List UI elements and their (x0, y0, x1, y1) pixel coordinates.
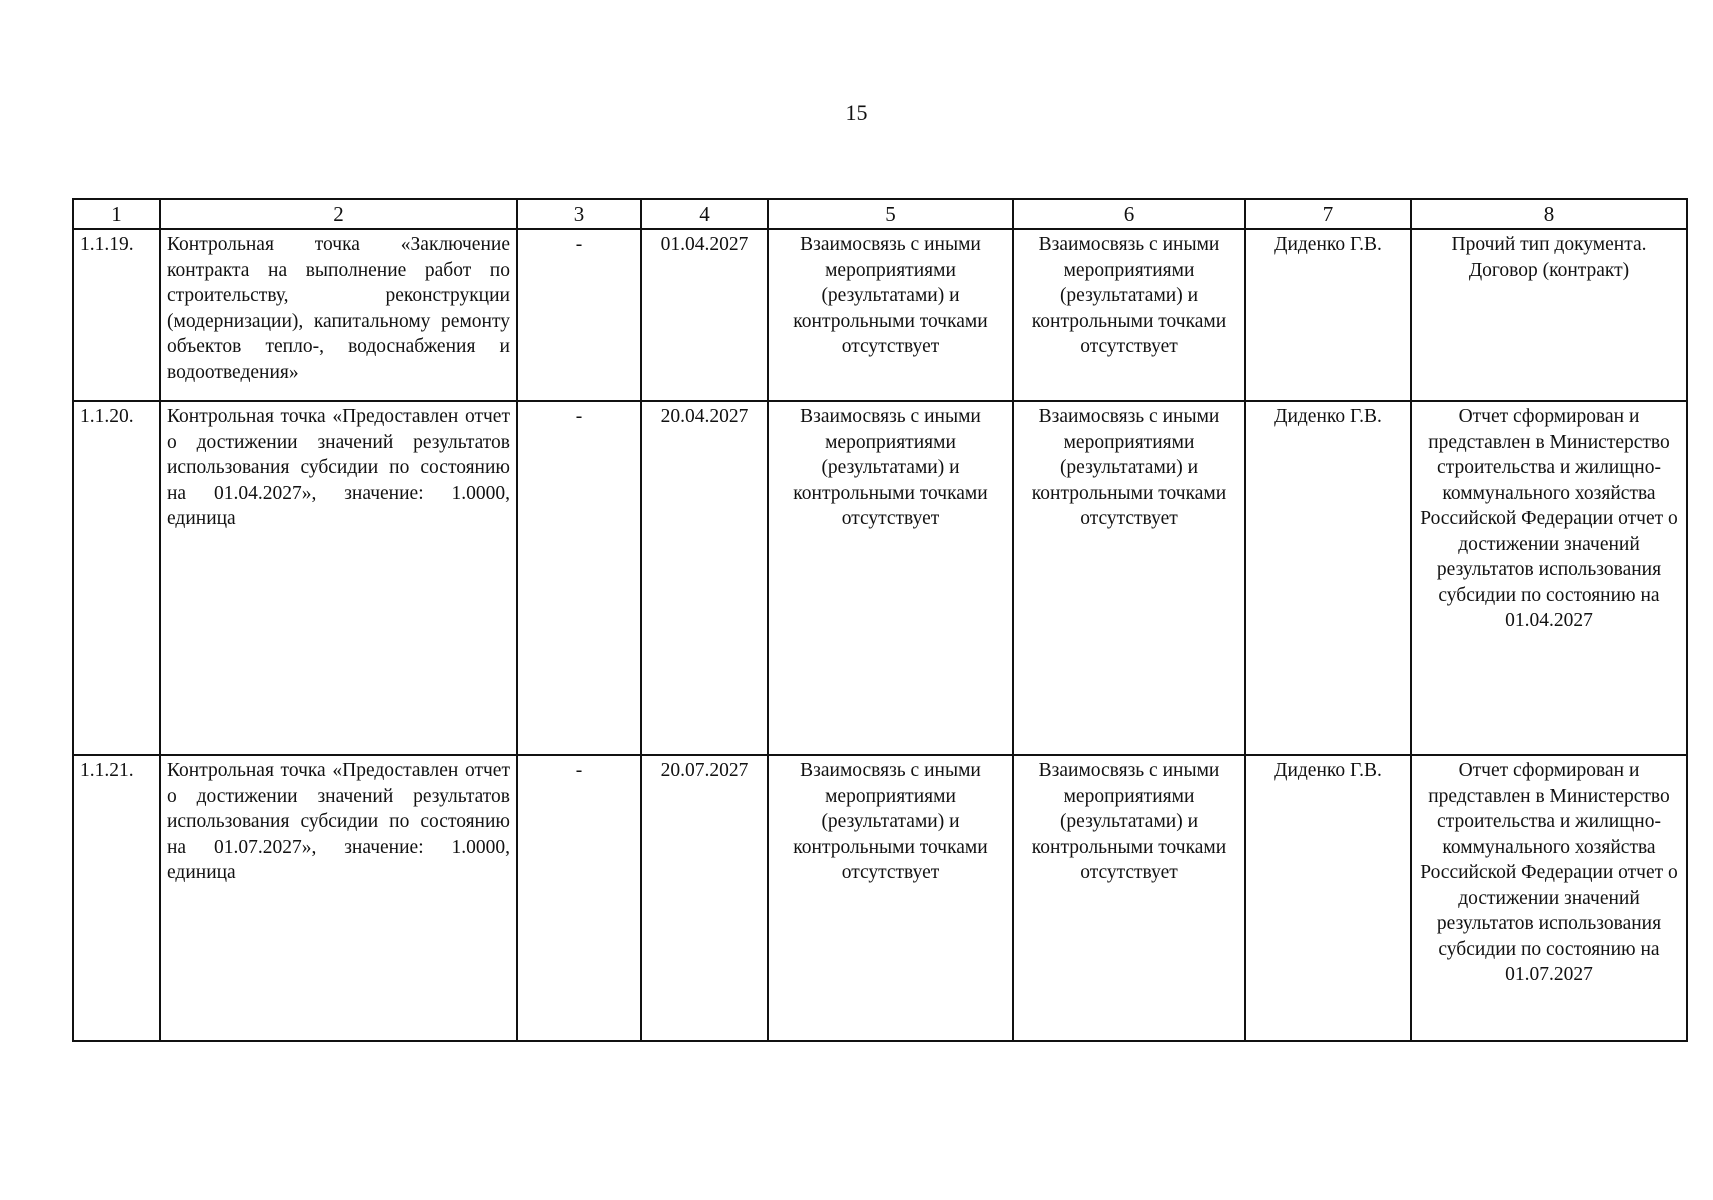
relation-next: Взаимосвязь с иными мероприятиями (результатами) и контрольными точками отсутствует (1013, 755, 1245, 1041)
header-col-1: 1 (73, 199, 160, 229)
relation-next: Взаимосвязь с иными мероприятиями (результатами) и контрольными точками отсутствует (1013, 401, 1245, 755)
responsible-person: Диденко Г.В. (1245, 401, 1411, 755)
column-3-value: - (517, 229, 641, 401)
row-number: 1.1.19. (73, 229, 160, 401)
row-number: 1.1.21. (73, 755, 160, 1041)
table-row (73, 229, 1687, 401)
control-point-name: Контрольная точка «Предоставлен отчет о достижении значений результатов использования субсидии по состоянию на 01.04.2027», значение: 1.0000, единица (160, 401, 517, 755)
document-type: Отчет сформирован и представлен в Министерство строительства и жилищно-коммунального хозяйства Российской Федерации отчет о достижении значений результатов использования субсидии по состоянию на 01.07.2027 (1411, 755, 1687, 1041)
column-3-value: - (517, 755, 641, 1041)
header-col-4: 4 (641, 199, 768, 229)
page-number: 15 (845, 100, 868, 125)
header-col-5: 5 (768, 199, 1013, 229)
table-row (73, 401, 1687, 755)
header-col-3: 3 (517, 199, 641, 229)
row-number: 1.1.20. (73, 401, 160, 755)
table-row (73, 755, 1687, 1041)
responsible-person: Диденко Г.В. (1245, 229, 1411, 401)
control-points-table (72, 198, 1688, 1042)
table-body (73, 229, 1687, 1041)
relation-previous: Взаимосвязь с иными мероприятиями (результатами) и контрольными точками отсутствует (768, 229, 1013, 401)
relation-previous: Взаимосвязь с иными мероприятиями (результатами) и контрольными точками отсутствует (768, 755, 1013, 1041)
relation-previous: Взаимосвязь с иными мероприятиями (результатами) и контрольными точками отсутствует (768, 401, 1013, 755)
header-row (73, 199, 1687, 229)
due-date: 20.04.2027 (641, 401, 768, 755)
header-col-7: 7 (1245, 199, 1411, 229)
column-3-value: - (517, 401, 641, 755)
table-header (73, 199, 1687, 229)
due-date: 01.04.2027 (641, 229, 768, 401)
document-type: Прочий тип документа. Договор (контракт) (1411, 229, 1687, 401)
header-col-2: 2 (160, 199, 517, 229)
responsible-person: Диденко Г.В. (1245, 755, 1411, 1041)
due-date: 20.07.2027 (641, 755, 768, 1041)
document-type: Отчет сформирован и представлен в Министерство строительства и жилищно-коммунального хозяйства Российской Федерации отчет о достижении значений результатов использования субсидии по состоянию на 01.04.2027 (1411, 401, 1687, 755)
control-point-name: Контрольная точка «Заключение контракта на выполнение работ по строительству, реконструкции (модернизации), капитальному ремонту объектов тепло-, водоснабжения и водоотведения» (160, 229, 517, 401)
header-col-8: 8 (1411, 199, 1687, 229)
header-col-6: 6 (1013, 199, 1245, 229)
relation-next: Взаимосвязь с иными мероприятиями (результатами) и контрольными точками отсутствует (1013, 229, 1245, 401)
control-point-name: Контрольная точка «Предоставлен отчет о достижении значений результатов использования субсидии по состоянию на 01.07.2027», значение: 1.0000, единица (160, 755, 517, 1041)
